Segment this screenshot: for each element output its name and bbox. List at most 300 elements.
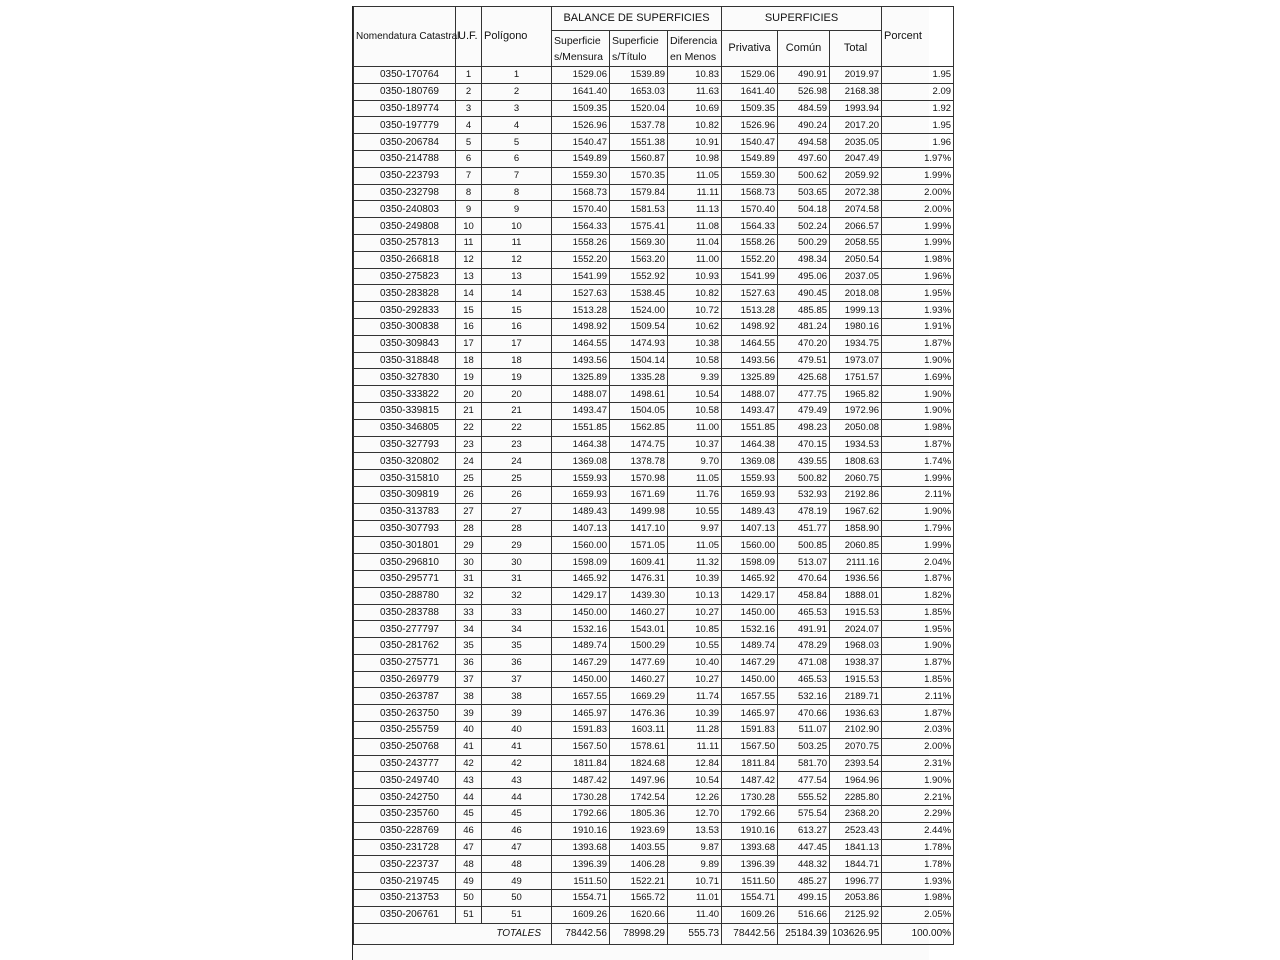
cell-nomenclatura: 0350-228769: [354, 822, 456, 839]
cell-porcentaje: 1.96%: [882, 268, 954, 285]
cell-porcentaje: 2.03%: [882, 722, 954, 739]
table-row: [354, 268, 954, 285]
cell-uf: 42: [456, 755, 482, 772]
cell-sup-mensura: 1541.99: [552, 268, 610, 285]
cell-uf: 51: [456, 906, 482, 923]
cell-sup-mensura: 1811.84: [552, 755, 610, 772]
cell-privativa: 1429.17: [722, 587, 778, 604]
cell-sup-mensura: 1407.13: [552, 520, 610, 537]
cell-porcentaje: 1.99%: [882, 537, 954, 554]
cell-poligono: 27: [482, 503, 552, 520]
cell-porcentaje: 2.00%: [882, 184, 954, 201]
table-row: [354, 705, 954, 722]
cell-nomenclatura: 0350-214788: [354, 150, 456, 167]
cell-diferencia: 10.54: [668, 386, 722, 403]
cell-poligono: 6: [482, 150, 552, 167]
cell-nomenclatura: 0350-295771: [354, 570, 456, 587]
table-row: [354, 856, 954, 873]
cell-privativa: 1488.07: [722, 386, 778, 403]
cell-nomenclatura: 0350-320802: [354, 453, 456, 470]
cell-total: 1844.71: [830, 856, 882, 873]
cell-comun: 490.45: [778, 285, 830, 302]
cell-nomenclatura: 0350-235760: [354, 806, 456, 823]
cell-porcentaje: 2.31%: [882, 755, 954, 772]
cell-sup-titulo: 1575.41: [610, 218, 668, 235]
totals-titulo: 78998.29: [610, 923, 668, 944]
cell-porcentaje: 2.29%: [882, 806, 954, 823]
cell-sup-mensura: 1591.83: [552, 722, 610, 739]
cell-uf: 32: [456, 587, 482, 604]
cell-nomenclatura: 0350-240803: [354, 201, 456, 218]
cell-privativa: 1564.33: [722, 218, 778, 235]
cell-sup-titulo: 1562.85: [610, 419, 668, 436]
cell-privativa: 1532.16: [722, 621, 778, 638]
cell-diferencia: 11.05: [668, 537, 722, 554]
cell-total: 2058.55: [830, 234, 882, 251]
cell-comun: 495.06: [778, 268, 830, 285]
cell-uf: 15: [456, 302, 482, 319]
cell-privativa: 1396.39: [722, 856, 778, 873]
cell-sup-mensura: 1551.85: [552, 419, 610, 436]
cell-privativa: 1552.20: [722, 251, 778, 268]
table-footer: [354, 923, 954, 944]
cell-nomenclatura: 0350-266818: [354, 251, 456, 268]
cell-porcentaje: 1.74%: [882, 453, 954, 470]
cell-poligono: 32: [482, 587, 552, 604]
cell-privativa: 1487.42: [722, 772, 778, 789]
cell-sup-titulo: 1571.05: [610, 537, 668, 554]
cell-sup-titulo: 1476.36: [610, 705, 668, 722]
table-row: [354, 621, 954, 638]
cell-sup-mensura: 1467.29: [552, 654, 610, 671]
cell-total: 2060.85: [830, 537, 882, 554]
cell-privativa: 1489.74: [722, 638, 778, 655]
cell-uf: 16: [456, 318, 482, 335]
cell-sup-titulo: 1570.35: [610, 167, 668, 184]
cell-nomenclatura: 0350-213753: [354, 890, 456, 907]
cell-total: 1965.82: [830, 386, 882, 403]
cell-diferencia: 10.37: [668, 436, 722, 453]
cell-comun: 451.77: [778, 520, 830, 537]
cell-porcentaje: 1.90%: [882, 638, 954, 655]
cell-diferencia: 10.39: [668, 570, 722, 587]
cell-diferencia: 10.58: [668, 402, 722, 419]
cell-sup-mensura: 1488.07: [552, 386, 610, 403]
cell-nomenclatura: 0350-180769: [354, 83, 456, 100]
cell-diferencia: 11.00: [668, 419, 722, 436]
cell-sup-mensura: 1540.47: [552, 134, 610, 151]
cell-diferencia: 10.58: [668, 352, 722, 369]
cell-sup-mensura: 1527.63: [552, 285, 610, 302]
cell-uf: 34: [456, 621, 482, 638]
cell-sup-titulo: 1603.11: [610, 722, 668, 739]
cell-nomenclatura: 0350-296810: [354, 554, 456, 571]
cell-poligono: 43: [482, 772, 552, 789]
cell-total: 2060.75: [830, 470, 882, 487]
cell-sup-titulo: 1498.61: [610, 386, 668, 403]
cell-diferencia: 10.71: [668, 873, 722, 890]
cell-comun: 471.08: [778, 654, 830, 671]
cell-total: 2102.90: [830, 722, 882, 739]
cell-porcentaje: 1.95%: [882, 621, 954, 638]
cell-uf: 21: [456, 402, 482, 419]
table-row: [354, 486, 954, 503]
cell-sup-titulo: 1581.53: [610, 201, 668, 218]
cell-total: 1936.63: [830, 705, 882, 722]
cell-sup-titulo: 1578.61: [610, 738, 668, 755]
cell-total: 2019.97: [830, 67, 882, 84]
cell-porcentaje: 1.98%: [882, 890, 954, 907]
cell-privativa: 1551.85: [722, 419, 778, 436]
cell-nomenclatura: 0350-346805: [354, 419, 456, 436]
cell-diferencia: 13.53: [668, 822, 722, 839]
cell-porcentaje: 1.90%: [882, 402, 954, 419]
cell-uf: 46: [456, 822, 482, 839]
cell-sup-titulo: 1522.21: [610, 873, 668, 890]
cell-sup-titulo: 1923.69: [610, 822, 668, 839]
cell-sup-titulo: 1563.20: [610, 251, 668, 268]
cell-nomenclatura: 0350-283788: [354, 604, 456, 621]
cell-privativa: 1659.93: [722, 486, 778, 503]
cell-sup-mensura: 1489.43: [552, 503, 610, 520]
table-row: [354, 470, 954, 487]
cell-privativa: 1560.00: [722, 537, 778, 554]
table-row: [354, 688, 954, 705]
cell-sup-mensura: 1570.40: [552, 201, 610, 218]
cell-sup-titulo: 1537.78: [610, 117, 668, 134]
cell-uf: 14: [456, 285, 482, 302]
cell-diferencia: 11.28: [668, 722, 722, 739]
cell-porcentaje: 2.44%: [882, 822, 954, 839]
cell-diferencia: 12.26: [668, 789, 722, 806]
table-row: [354, 906, 954, 923]
cell-nomenclatura: 0350-223793: [354, 167, 456, 184]
totals-mensura: 78442.56: [552, 923, 610, 944]
cell-porcentaje: 1.85%: [882, 604, 954, 621]
cell-uf: 35: [456, 638, 482, 655]
cell-sup-mensura: 1369.08: [552, 453, 610, 470]
cell-porcentaje: 1.92: [882, 100, 954, 117]
cell-nomenclatura: 0350-301801: [354, 537, 456, 554]
cell-poligono: 41: [482, 738, 552, 755]
cell-sup-mensura: 1396.39: [552, 856, 610, 873]
cell-poligono: 7: [482, 167, 552, 184]
cell-sup-titulo: 1569.30: [610, 234, 668, 251]
cell-sup-mensura: 1609.26: [552, 906, 610, 923]
cell-total: 1915.53: [830, 604, 882, 621]
cell-comun: 465.53: [778, 604, 830, 621]
cell-sup-titulo: 1439.30: [610, 587, 668, 604]
cell-sup-mensura: 1513.28: [552, 302, 610, 319]
cell-privativa: 1369.08: [722, 453, 778, 470]
cell-privativa: 1657.55: [722, 688, 778, 705]
cell-porcentaje: 1.87%: [882, 570, 954, 587]
cell-poligono: 8: [482, 184, 552, 201]
cell-diferencia: 10.98: [668, 150, 722, 167]
cell-sup-mensura: 1511.50: [552, 873, 610, 890]
table-row: [354, 352, 954, 369]
cell-diferencia: 10.82: [668, 117, 722, 134]
cell-privativa: 1493.56: [722, 352, 778, 369]
table-row: [354, 503, 954, 520]
cell-privativa: 1554.71: [722, 890, 778, 907]
cell-poligono: 23: [482, 436, 552, 453]
cell-privativa: 1509.35: [722, 100, 778, 117]
cell-privativa: 1558.26: [722, 234, 778, 251]
cell-uf: 5: [456, 134, 482, 151]
cell-sup-titulo: 1570.98: [610, 470, 668, 487]
cell-uf: 2: [456, 83, 482, 100]
cell-comun: 581.70: [778, 755, 830, 772]
cell-diferencia: 10.27: [668, 671, 722, 688]
cell-nomenclatura: 0350-309819: [354, 486, 456, 503]
cell-privativa: 1465.92: [722, 570, 778, 587]
cell-porcentaje: 1.87%: [882, 654, 954, 671]
cell-comun: 504.18: [778, 201, 830, 218]
cell-nomenclatura: 0350-206784: [354, 134, 456, 151]
cell-uf: 20: [456, 386, 482, 403]
cell-comun: 498.23: [778, 419, 830, 436]
table-row: [354, 369, 954, 386]
cell-sup-mensura: 1464.38: [552, 436, 610, 453]
cell-comun: 500.82: [778, 470, 830, 487]
cell-privativa: 1811.84: [722, 755, 778, 772]
cell-total: 1938.37: [830, 654, 882, 671]
cell-uf: 47: [456, 839, 482, 856]
cell-diferencia: 10.93: [668, 268, 722, 285]
cell-sup-mensura: 1498.92: [552, 318, 610, 335]
cell-comun: 470.64: [778, 570, 830, 587]
cell-sup-mensura: 1325.89: [552, 369, 610, 386]
table-row: [354, 654, 954, 671]
cell-nomenclatura: 0350-263787: [354, 688, 456, 705]
cell-uf: 41: [456, 738, 482, 755]
cell-sup-mensura: 1465.97: [552, 705, 610, 722]
cell-comun: 485.85: [778, 302, 830, 319]
cell-uf: 26: [456, 486, 482, 503]
cell-poligono: 25: [482, 470, 552, 487]
cell-comun: 494.58: [778, 134, 830, 151]
cell-nomenclatura: 0350-333822: [354, 386, 456, 403]
cell-privativa: 1568.73: [722, 184, 778, 201]
cell-sup-mensura: 1552.20: [552, 251, 610, 268]
cell-sup-mensura: 1657.55: [552, 688, 610, 705]
cell-privativa: 1464.55: [722, 335, 778, 352]
cell-diferencia: 10.38: [668, 335, 722, 352]
cell-privativa: 1549.89: [722, 150, 778, 167]
cell-total: 1993.94: [830, 100, 882, 117]
cell-porcentaje: 1.93%: [882, 302, 954, 319]
cell-total: 1841.13: [830, 839, 882, 856]
cell-nomenclatura: 0350-309843: [354, 335, 456, 352]
cell-privativa: 1792.66: [722, 806, 778, 823]
cell-nomenclatura: 0350-288780: [354, 587, 456, 604]
table-row: [354, 570, 954, 587]
cell-porcentaje: 1.99%: [882, 470, 954, 487]
cell-comun: 439.55: [778, 453, 830, 470]
cell-privativa: 1498.92: [722, 318, 778, 335]
cell-diferencia: 11.05: [668, 470, 722, 487]
header-porcentaje: Porcent: [882, 7, 954, 67]
cell-uf: 40: [456, 722, 482, 739]
cell-comun: 484.59: [778, 100, 830, 117]
cell-nomenclatura: 0350-339815: [354, 402, 456, 419]
cell-nomenclatura: 0350-223737: [354, 856, 456, 873]
cell-comun: 498.34: [778, 251, 830, 268]
cell-sup-titulo: 1460.27: [610, 671, 668, 688]
cell-poligono: 3: [482, 100, 552, 117]
cell-poligono: 46: [482, 822, 552, 839]
cell-total: 2018.08: [830, 285, 882, 302]
cell-uf: 50: [456, 890, 482, 907]
cell-diferencia: 11.32: [668, 554, 722, 571]
table-row: [354, 806, 954, 823]
cell-uf: 18: [456, 352, 482, 369]
cell-poligono: 28: [482, 520, 552, 537]
cell-total: 2017.20: [830, 117, 882, 134]
cell-diferencia: 11.63: [668, 83, 722, 100]
cell-porcentaje: 2.05%: [882, 906, 954, 923]
cell-privativa: 1570.40: [722, 201, 778, 218]
cell-total: 1915.53: [830, 671, 882, 688]
cell-sup-titulo: 1653.03: [610, 83, 668, 100]
cell-poligono: 10: [482, 218, 552, 235]
cell-sup-titulo: 1476.31: [610, 570, 668, 587]
cell-sup-titulo: 1504.05: [610, 402, 668, 419]
cell-comun: 503.65: [778, 184, 830, 201]
table-row: [354, 520, 954, 537]
cell-uf: 28: [456, 520, 482, 537]
cell-comun: 448.32: [778, 856, 830, 873]
cell-total: 2189.71: [830, 688, 882, 705]
cell-comun: 470.15: [778, 436, 830, 453]
cell-privativa: 1493.47: [722, 402, 778, 419]
cell-comun: 490.24: [778, 117, 830, 134]
cell-sup-mensura: 1559.93: [552, 470, 610, 487]
cell-porcentaje: 1.98%: [882, 251, 954, 268]
cell-privativa: 1467.29: [722, 654, 778, 671]
cell-uf: 13: [456, 268, 482, 285]
cell-privativa: 1489.43: [722, 503, 778, 520]
cell-uf: 33: [456, 604, 482, 621]
cell-diferencia: 10.72: [668, 302, 722, 319]
cell-poligono: 31: [482, 570, 552, 587]
cell-comun: 499.15: [778, 890, 830, 907]
header-comun: Común: [778, 31, 830, 67]
header-balance-group: BALANCE DE SUPERFICIES: [552, 7, 722, 31]
cell-nomenclatura: 0350-275823: [354, 268, 456, 285]
cell-sup-titulo: 1499.98: [610, 503, 668, 520]
cell-sup-mensura: 1489.74: [552, 638, 610, 655]
cell-sup-mensura: 1393.68: [552, 839, 610, 856]
cell-uf: 8: [456, 184, 482, 201]
cell-privativa: 1450.00: [722, 671, 778, 688]
cell-poligono: 22: [482, 419, 552, 436]
cell-porcentaje: 2.00%: [882, 738, 954, 755]
cell-poligono: 4: [482, 117, 552, 134]
cell-sup-mensura: 1532.16: [552, 621, 610, 638]
cell-total: 2074.58: [830, 201, 882, 218]
cell-poligono: 45: [482, 806, 552, 823]
cell-sup-mensura: 1549.89: [552, 150, 610, 167]
cell-sup-mensura: 1493.56: [552, 352, 610, 369]
cell-diferencia: 9.87: [668, 839, 722, 856]
cell-poligono: 19: [482, 369, 552, 386]
cell-uf: 4: [456, 117, 482, 134]
cell-privativa: 1407.13: [722, 520, 778, 537]
cell-diferencia: 11.74: [668, 688, 722, 705]
cell-sup-mensura: 1559.30: [552, 167, 610, 184]
table-row: [354, 201, 954, 218]
cell-porcentaje: 1.90%: [882, 772, 954, 789]
cell-porcentaje: 1.87%: [882, 335, 954, 352]
cell-comun: 470.20: [778, 335, 830, 352]
cell-total: 2070.75: [830, 738, 882, 755]
cell-privativa: 1598.09: [722, 554, 778, 571]
header-sup-titulo: Superficie s/Título: [610, 31, 668, 67]
table-row: [354, 184, 954, 201]
cell-sup-titulo: 1552.92: [610, 268, 668, 285]
cell-sup-mensura: 1450.00: [552, 671, 610, 688]
cell-sup-mensura: 1558.26: [552, 234, 610, 251]
cell-poligono: 30: [482, 554, 552, 571]
cell-porcentaje: 1.93%: [882, 873, 954, 890]
cell-poligono: 44: [482, 789, 552, 806]
cell-uf: 12: [456, 251, 482, 268]
cell-sup-mensura: 1450.00: [552, 604, 610, 621]
cell-diferencia: 10.83: [668, 67, 722, 84]
cell-diferencia: 9.89: [668, 856, 722, 873]
cell-sup-titulo: 1543.01: [610, 621, 668, 638]
cell-nomenclatura: 0350-206761: [354, 906, 456, 923]
cell-nomenclatura: 0350-307793: [354, 520, 456, 537]
cell-poligono: 5: [482, 134, 552, 151]
cell-sup-titulo: 1474.93: [610, 335, 668, 352]
table-row: [354, 890, 954, 907]
cell-sup-mensura: 1567.50: [552, 738, 610, 755]
cell-poligono: 42: [482, 755, 552, 772]
cell-total: 2037.05: [830, 268, 882, 285]
cell-uf: 23: [456, 436, 482, 453]
cell-total: 1934.75: [830, 335, 882, 352]
cell-privativa: 1641.40: [722, 83, 778, 100]
cell-nomenclatura: 0350-315810: [354, 470, 456, 487]
scanned-document-page: [352, 6, 952, 960]
cell-porcentaje: 1.90%: [882, 503, 954, 520]
table-row: [354, 772, 954, 789]
header-superficies-group: SUPERFICIES: [722, 7, 882, 31]
cell-total: 2024.07: [830, 621, 882, 638]
table-row: [354, 419, 954, 436]
cell-sup-titulo: 1524.00: [610, 302, 668, 319]
cell-diferencia: 10.85: [668, 621, 722, 638]
cell-sup-titulo: 1477.69: [610, 654, 668, 671]
cell-porcentaje: 2.11%: [882, 688, 954, 705]
table-row: [354, 671, 954, 688]
cell-diferencia: 9.97: [668, 520, 722, 537]
cell-sup-mensura: 1598.09: [552, 554, 610, 571]
cell-uf: 27: [456, 503, 482, 520]
header-uf: U.F.: [456, 7, 482, 67]
cell-poligono: 49: [482, 873, 552, 890]
cell-nomenclatura: 0350-281762: [354, 638, 456, 655]
cell-privativa: 1513.28: [722, 302, 778, 319]
cell-porcentaje: 1.95: [882, 67, 954, 84]
cell-diferencia: 10.91: [668, 134, 722, 151]
cell-diferencia: 11.08: [668, 218, 722, 235]
cell-porcentaje: 1.95%: [882, 285, 954, 302]
cell-total: 1999.13: [830, 302, 882, 319]
